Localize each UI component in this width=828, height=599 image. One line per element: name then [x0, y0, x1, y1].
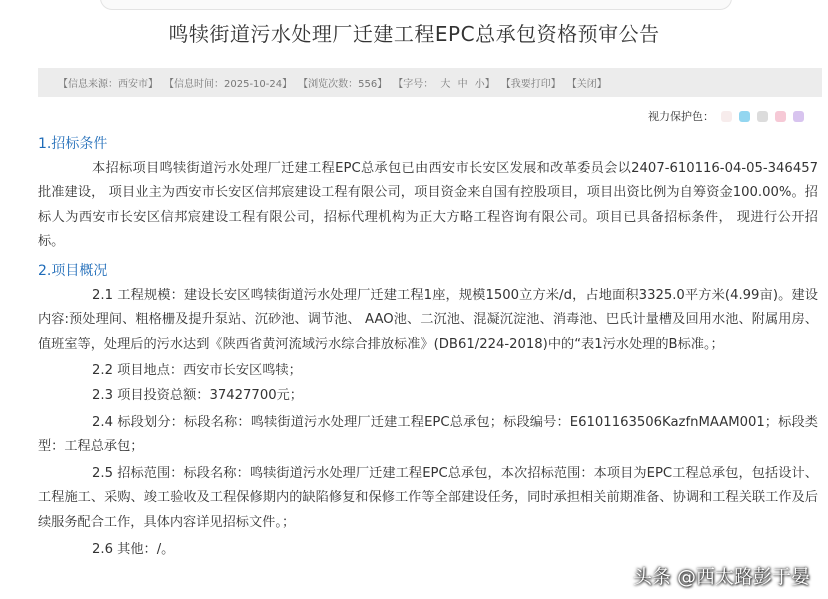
paragraph-2-6: 2.6 其他：/。: [92, 541, 175, 557]
paragraph-2-3: 2.3 项目投资总额：37427700元；: [92, 387, 303, 403]
top-strip: [0, 0, 828, 16]
paragraph-2-1: 2.1 工程规模：建设长安区鸣犊街道污水处理厂迁建工程1座，规模1500立方米/d，占地面积3325.0平方米(4.99亩)。建设内容:预处理间、粗格栅及提升泵站、沉砂池、调节池、 AAO池、二沉池、混凝沉淀池、消毒池、巴氏计量槽及回用水池、附属用房、值班室等，处理后的污水达到《陕西省黄河流域污水综合排放标准》(DB61/224-2018)中的“表1污水处理的B标准。；: [38, 287, 818, 352]
eye-protect-bar: [648, 108, 804, 124]
eye-color-swatch-1[interactable]: [721, 111, 732, 122]
paragraph-2-2: 2.2 项目地点：西安市长安区鸣犊；: [92, 363, 302, 379]
info-source: 【信息来源：西安市】: [58, 79, 158, 90]
page-title: 鸣犊街道污水处理厂迁建工程EPC总承包资格预审公告: [168, 22, 660, 46]
font-large-link[interactable]: 大: [440, 79, 451, 90]
article-content: [38, 132, 818, 562]
font-size-label: 【字号：: [393, 79, 434, 90]
close-link[interactable]: 【关闭】: [566, 79, 607, 90]
paragraph-2-5: 2.5 招标范围：标段名称：鸣犊街道污水处理厂迁建工程EPC总承包，本次招标范围：本项目为EPC工程总承包，包括设计、工程施工、采购、竣工验收及工程保修期内的缺陷修复和保修工作等全部建设任务，同时承担相关前期准备、协调和工程关联工作及后续服务配合工作，具体内容详见招标文件。；: [38, 465, 818, 530]
eye-color-swatch-3[interactable]: [757, 111, 768, 122]
paragraph-2-4: 2.4 标段划分：标段名称：鸣犊街道污水处理厂迁建工程EPC总承包；标段编号：E6101163506KazfnMAAM001；标段类型：工程总承包；: [38, 414, 818, 455]
top-search-bar[interactable]: [100, 0, 732, 10]
font-size-control: [393, 75, 495, 90]
info-views: 【浏览次数：556】: [298, 79, 388, 90]
print-link[interactable]: 【我要打印】: [500, 79, 561, 90]
eye-color-swatch-5[interactable]: [793, 111, 804, 122]
eye-protect-label: 视力保护色：: [648, 110, 714, 123]
font-medium-link[interactable]: 中: [457, 79, 468, 90]
watermark-text: 头条 @西太路彭于晏: [632, 566, 810, 588]
eye-color-swatch-2[interactable]: [739, 111, 750, 122]
section-heading-2: 2.项目概况: [38, 262, 108, 279]
font-small-link[interactable]: 小】: [474, 79, 495, 90]
eye-color-swatch-4[interactable]: [775, 111, 786, 122]
info-time: 【信息时间：2025-10-24】: [164, 79, 293, 90]
paragraph-1-1: 本招标项目鸣犊街道污水处理厂迁建工程EPC总承包已由西安市长安区发展和改革委员会以2407-610116-04-05-346457批准建设， 项目业主为西安市长安区信邦宸建设工程有限公司，项目资金来自国有控股项目，项目出资比例为自筹资金100.00%。招标人为西安市长安区信邦宸建设工程有限公司，招标代理机构为正大方略工程咨询有限公司。项目已具备招标条件， 现进行公开招标。: [38, 160, 818, 250]
section-heading-1: 1.招标条件: [38, 136, 108, 152]
info-bar: [38, 68, 822, 97]
